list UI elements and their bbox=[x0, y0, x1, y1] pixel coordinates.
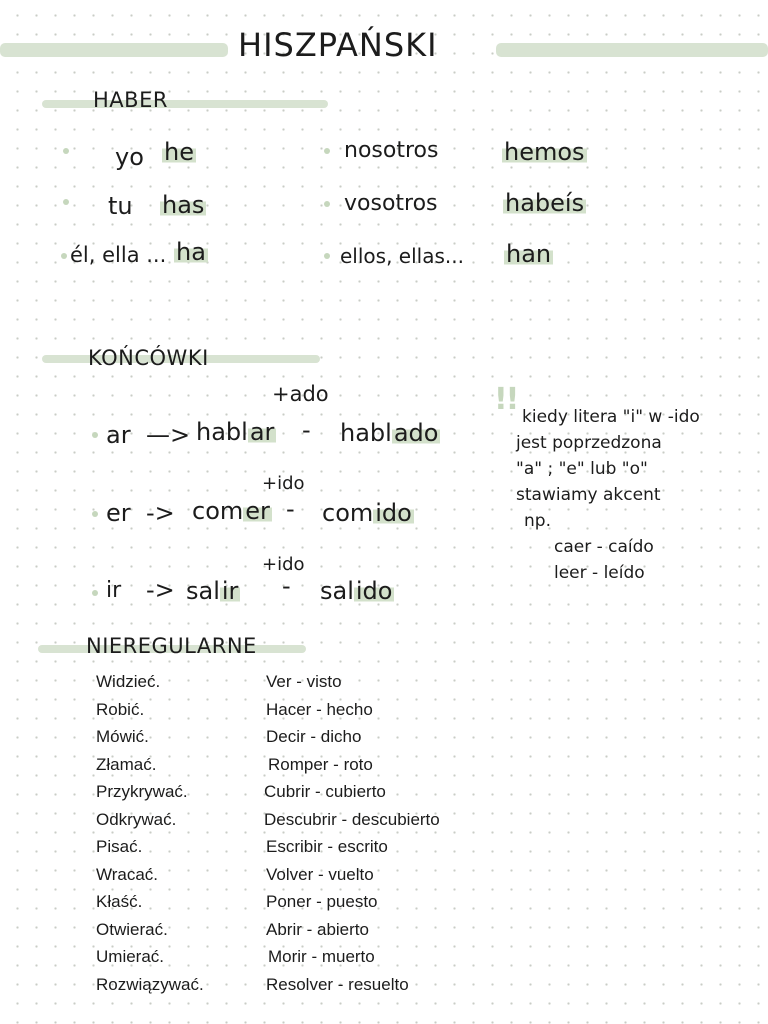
spanish-verb: Escribir - escrito bbox=[266, 837, 388, 856]
polish-verb: Kłaść. bbox=[96, 892, 143, 911]
participle-hablado bbox=[340, 419, 440, 447]
form-hemos bbox=[502, 138, 587, 166]
participle-ending: ido bbox=[355, 577, 393, 605]
spanish-verb: Resolver - resuelto bbox=[266, 974, 409, 994]
dash: - bbox=[282, 572, 291, 600]
infinitive-stem: com bbox=[192, 497, 244, 525]
participle-comido bbox=[322, 499, 414, 527]
list-item bbox=[96, 672, 516, 700]
spanish-verb: Hacer - hecho bbox=[266, 699, 373, 719]
arrow: -> bbox=[146, 499, 175, 527]
polish-verb: Odkrywać. bbox=[96, 809, 177, 829]
bullet bbox=[61, 253, 67, 259]
spanish-verb: Morir - muerto bbox=[268, 947, 375, 966]
participle-salido bbox=[320, 577, 394, 605]
polish-verb: Umierać. bbox=[96, 947, 165, 966]
note-line: "a" ; "e" lub "o" bbox=[516, 459, 648, 479]
infinitive-ending: ir bbox=[221, 577, 239, 605]
pronoun-yo: yo bbox=[115, 143, 144, 171]
polish-verb: Rozwiązywać. bbox=[96, 974, 204, 994]
form-has bbox=[160, 191, 206, 219]
title-bar-left bbox=[0, 43, 228, 57]
bullet bbox=[324, 201, 330, 207]
list-item bbox=[96, 782, 516, 810]
page-title: HISZPAŃSKI bbox=[238, 26, 438, 64]
infinitive-hablar bbox=[196, 418, 276, 446]
list-item bbox=[96, 947, 516, 975]
form-he-text: he bbox=[164, 138, 194, 166]
list-item bbox=[96, 727, 516, 755]
participle-ending: ado bbox=[393, 419, 439, 447]
polish-verb: Robić. bbox=[96, 699, 145, 719]
pronoun-tu: tu bbox=[108, 192, 133, 220]
form-he bbox=[162, 138, 196, 166]
infinitive-salir bbox=[186, 577, 240, 605]
list-item bbox=[96, 975, 516, 1003]
polish-verb: Mówić. bbox=[96, 727, 149, 746]
pronoun-el-ella: él, ella ... bbox=[70, 243, 167, 267]
note-example: leer - leído bbox=[554, 563, 645, 583]
nieregularne-heading: NIEREGULARNE bbox=[86, 634, 257, 658]
pronoun-nosotros: nosotros bbox=[344, 138, 439, 163]
polish-verb: Przykrywać. bbox=[96, 782, 188, 801]
participle-stem: com bbox=[322, 499, 374, 527]
irregular-verbs-list bbox=[96, 672, 516, 1002]
bullet bbox=[324, 148, 330, 154]
spanish-verb: Romper - roto bbox=[268, 754, 373, 774]
list-item bbox=[96, 837, 516, 865]
infinitive-ending: ar bbox=[249, 418, 275, 446]
form-habeis-text: habeís bbox=[505, 189, 585, 217]
bullet bbox=[92, 511, 98, 517]
spanish-verb: Ver - visto bbox=[266, 672, 342, 691]
arrow: -> bbox=[146, 576, 175, 604]
polish-verb: Pisać. bbox=[96, 837, 143, 856]
polish-verb: Otwierać. bbox=[96, 919, 168, 939]
suffix-note-ido: +ido bbox=[262, 554, 305, 575]
polish-verb: Wracać. bbox=[96, 864, 159, 884]
dash: - bbox=[302, 416, 311, 444]
form-han-text: han bbox=[506, 240, 552, 268]
form-habeis bbox=[503, 189, 586, 217]
pronoun-ellos-ellas: ellos, ellas... bbox=[340, 244, 464, 268]
participle-stem: sal bbox=[320, 577, 354, 605]
pronoun-vosotros: vosotros bbox=[344, 191, 438, 216]
form-hemos-text: hemos bbox=[504, 138, 585, 166]
infinitive-comer bbox=[192, 497, 272, 525]
arrow: —> bbox=[146, 421, 191, 449]
ending-ir: ir bbox=[106, 578, 122, 603]
ending-er: er bbox=[106, 499, 131, 527]
infinitive-stem: sal bbox=[186, 577, 220, 605]
note-line: kiedy litera "i" w -ido bbox=[522, 407, 700, 427]
form-han bbox=[504, 240, 553, 268]
suffix-note-ido: +ido bbox=[262, 473, 305, 494]
spanish-verb: Abrir - abierto bbox=[266, 919, 369, 939]
ending-ar: ar bbox=[106, 421, 131, 449]
dash: - bbox=[286, 495, 295, 523]
participle-stem: habl bbox=[340, 419, 392, 447]
list-item bbox=[96, 755, 516, 783]
bullet bbox=[92, 432, 98, 438]
note-example: caer - caído bbox=[554, 537, 654, 557]
note-line: stawiamy akcent bbox=[516, 485, 661, 505]
exclamation-mark: !! bbox=[494, 382, 518, 417]
list-item bbox=[96, 810, 516, 838]
spanish-verb: Cubrir - cubierto bbox=[264, 782, 386, 801]
list-item bbox=[96, 700, 516, 728]
title-bar-right bbox=[496, 43, 768, 57]
infinitive-stem: habl bbox=[196, 418, 248, 446]
spanish-verb: Volver - vuelto bbox=[266, 864, 374, 884]
haber-heading: HABER bbox=[93, 88, 168, 112]
polish-verb: Widzieć. bbox=[96, 672, 161, 691]
spanish-verb: Decir - dicho bbox=[266, 727, 362, 746]
note-line: np. bbox=[524, 511, 551, 531]
note-line: jest poprzedzona bbox=[516, 433, 662, 453]
suffix-note-ado: +ado bbox=[272, 382, 329, 406]
list-item bbox=[96, 920, 516, 948]
bullet bbox=[92, 590, 98, 596]
accent-note bbox=[516, 404, 766, 586]
participle-ending: ido bbox=[375, 499, 412, 527]
spanish-verb: Poner - puesto bbox=[266, 892, 378, 911]
infinitive-ending: er bbox=[245, 497, 270, 525]
bullet bbox=[63, 199, 69, 205]
bullet bbox=[63, 148, 69, 154]
polish-verb: Złamać. bbox=[96, 754, 157, 774]
koncowki-heading: KOŃCÓWKI bbox=[88, 346, 209, 370]
spanish-verb: Descubrir - descubierto bbox=[264, 809, 440, 829]
form-ha-text: ha bbox=[176, 238, 206, 266]
list-item bbox=[96, 892, 516, 920]
form-ha bbox=[174, 238, 208, 266]
haber-heading-bar bbox=[42, 100, 328, 108]
list-item bbox=[96, 865, 516, 893]
bullet bbox=[324, 253, 330, 259]
form-has-text: has bbox=[162, 191, 205, 219]
